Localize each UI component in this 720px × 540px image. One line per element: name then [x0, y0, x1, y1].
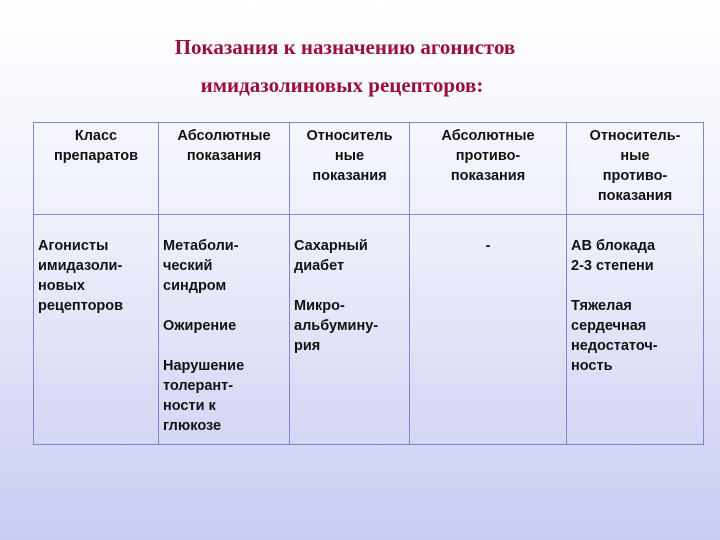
cell-absolute-contraindications: - — [410, 215, 567, 445]
cell-relative-indications: Сахарный диабет Микро- альбумину- рия — [290, 215, 410, 445]
column-header-relative-contraindications: Относитель- ные противо- показания — [567, 123, 704, 215]
slide-title — [0, 28, 720, 104]
column-header-absolute-contraindications: Абсолютные противо- показания — [410, 123, 567, 215]
column-header-relative-indications: Относитель ные показания — [290, 123, 410, 215]
cell-drug-class: Агонисты имидазоли- новых рецепторов — [34, 215, 159, 445]
table-body — [34, 215, 704, 445]
indications-table — [33, 122, 704, 445]
column-header-drug-class: Класс препаратов — [34, 123, 159, 215]
table-header — [34, 123, 704, 215]
column-header-absolute-indications: Абсолютные показания — [159, 123, 290, 215]
slide-title-line-2: имидазолиновых рецепторов: — [200, 73, 484, 97]
table-header-row — [34, 123, 704, 215]
cell-absolute-indications: Метаболи- ческий синдром Ожирение Нарушение толерант- ности к глюкозе — [159, 215, 290, 445]
cell-relative-contraindications: АВ блокада 2-3 степени Тяжелая сердечная недостаточ- ность — [567, 215, 704, 445]
slide-title-line-1: Показания к назначению агонистов — [174, 35, 516, 59]
table-row — [34, 215, 704, 445]
